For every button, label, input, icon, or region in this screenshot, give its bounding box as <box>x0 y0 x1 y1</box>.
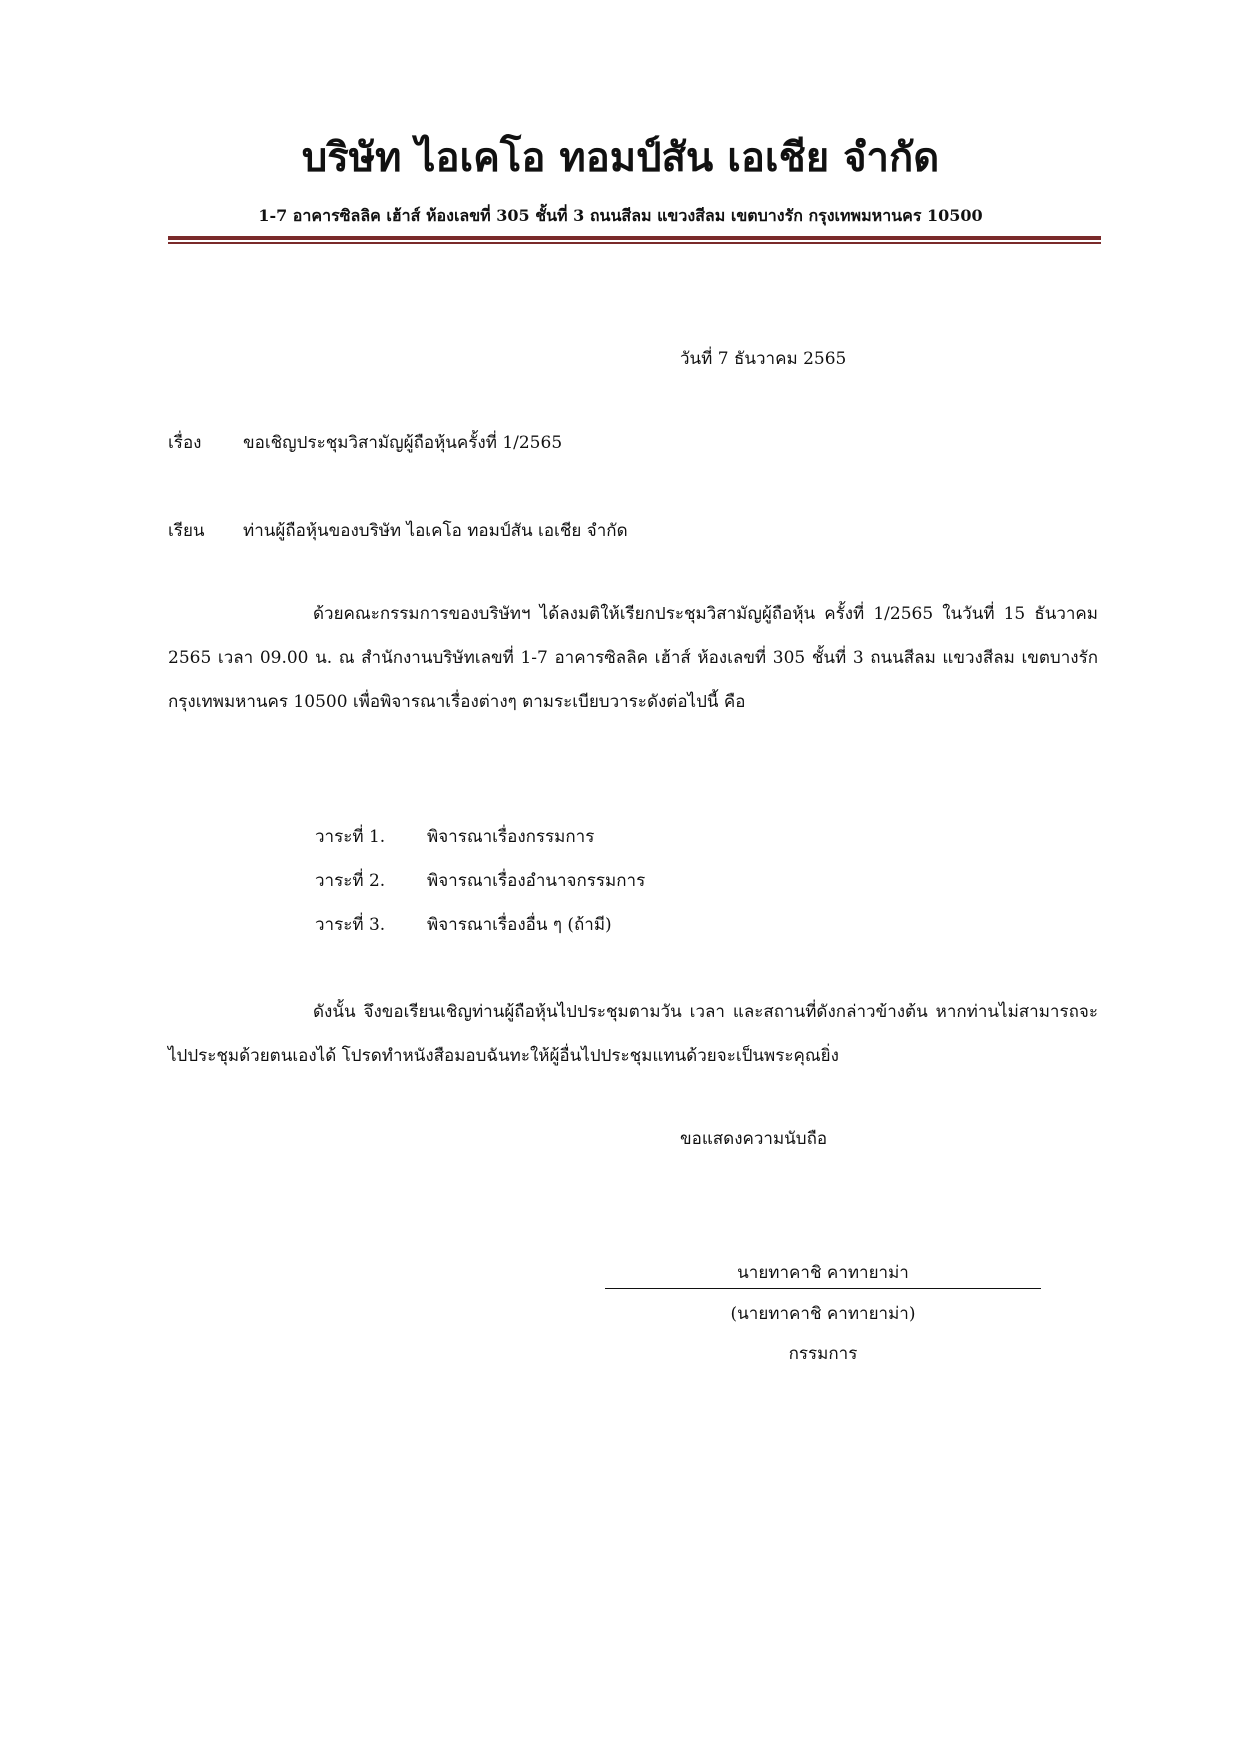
agenda-list <box>315 815 645 947</box>
letterhead-divider-thin <box>168 242 1101 244</box>
salutation-label: เรียน <box>168 521 205 541</box>
signature-block <box>605 1258 1041 1369</box>
body-paragraph-2 <box>168 990 1098 1078</box>
agenda-text: พิจารณาเรื่องกรรมการ <box>427 827 595 847</box>
closing-phrase: ขอแสดงความนับถือ <box>680 1129 828 1149</box>
letterhead-divider-thick <box>168 236 1101 240</box>
subject-label: เรื่อง <box>168 433 202 453</box>
signature-name: นายทาคาชิ คาทายาม่า <box>605 1258 1041 1289</box>
signer-printed-name: (นายทาคาชิ คาทายาม่า) <box>730 1304 916 1324</box>
agenda-item <box>315 815 645 859</box>
body-paragraph-2-text: ดังนั้น จึงขอเรียนเชิญท่านผู้ถือหุ้นไปประชุมตามวัน เวลา และสถานที่ดังกล่าวข้างต้น หากท่านไม่สามารถจะไปประชุมด้วยตนเองได้ โปรดทำหนังสือมอบฉันทะให้ผู้อื่นไปประชุมแทนด้วยจะเป็นพระคุณยิ่ง <box>168 1002 1098 1066</box>
agenda-number: วาระที่ 3. <box>315 915 386 935</box>
subject-row <box>168 428 562 458</box>
signer-position: กรรมการ <box>788 1344 858 1364</box>
company-address: 1-7 อาคารซิลลิค เฮ้าส์ ห้องเลขที่ 305 ชั้นที่ 3 ถนนสีลม แขวงสีลม เขตบางรัก กรุงเทพมหานคร 10500 <box>258 206 983 225</box>
agenda-item <box>315 859 645 903</box>
agenda-text: พิจารณาเรื่องอื่น ๆ (ถ้ามี) <box>427 915 612 935</box>
subject-text: ขอเชิญประชุมวิสามัญผู้ถือหุ้นครั้งที่ 1/2565 <box>243 433 563 453</box>
agenda-number: วาระที่ 2. <box>315 871 386 891</box>
salutation-row <box>168 516 628 546</box>
body-paragraph-1-text: ด้วยคณะกรรมการของบริษัทฯ ได้ลงมติให้เรียกประชุมวิสามัญผู้ถือหุ้น ครั้งที่ 1/2565 ในวันที่ 15 ธันวาคม 2565 เวลา 09.00 น. ณ สำนักงานบริษัทเลขที่ 1-7 อาคารซิลลิค เฮ้าส์ ห้องเลขที่ 305 ชั้นที่ 3 ถนนสีลม แขวงสีลม เขตบางรัก กรุงเทพมหานคร 10500 เพื่อพิจารณาเรื่องต่างๆ ตามระเบียบวาระดังต่อไปนี้ คือ <box>168 604 1098 712</box>
agenda-item <box>315 903 645 947</box>
letter-date: วันที่ 7 ธันวาคม 2565 <box>680 349 847 369</box>
agenda-number: วาระที่ 1. <box>315 827 386 847</box>
company-name: บริษัท ไอเคโอ ทอมป์สัน เอเชีย จำกัด <box>301 134 940 181</box>
salutation-text: ท่านผู้ถือหุ้นของบริษัท ไอเคโอ ทอมป์สัน เอเชีย จำกัด <box>243 521 628 541</box>
agenda-text: พิจารณาเรื่องอำนาจกรรมการ <box>427 871 646 891</box>
body-paragraph-1 <box>168 592 1098 724</box>
